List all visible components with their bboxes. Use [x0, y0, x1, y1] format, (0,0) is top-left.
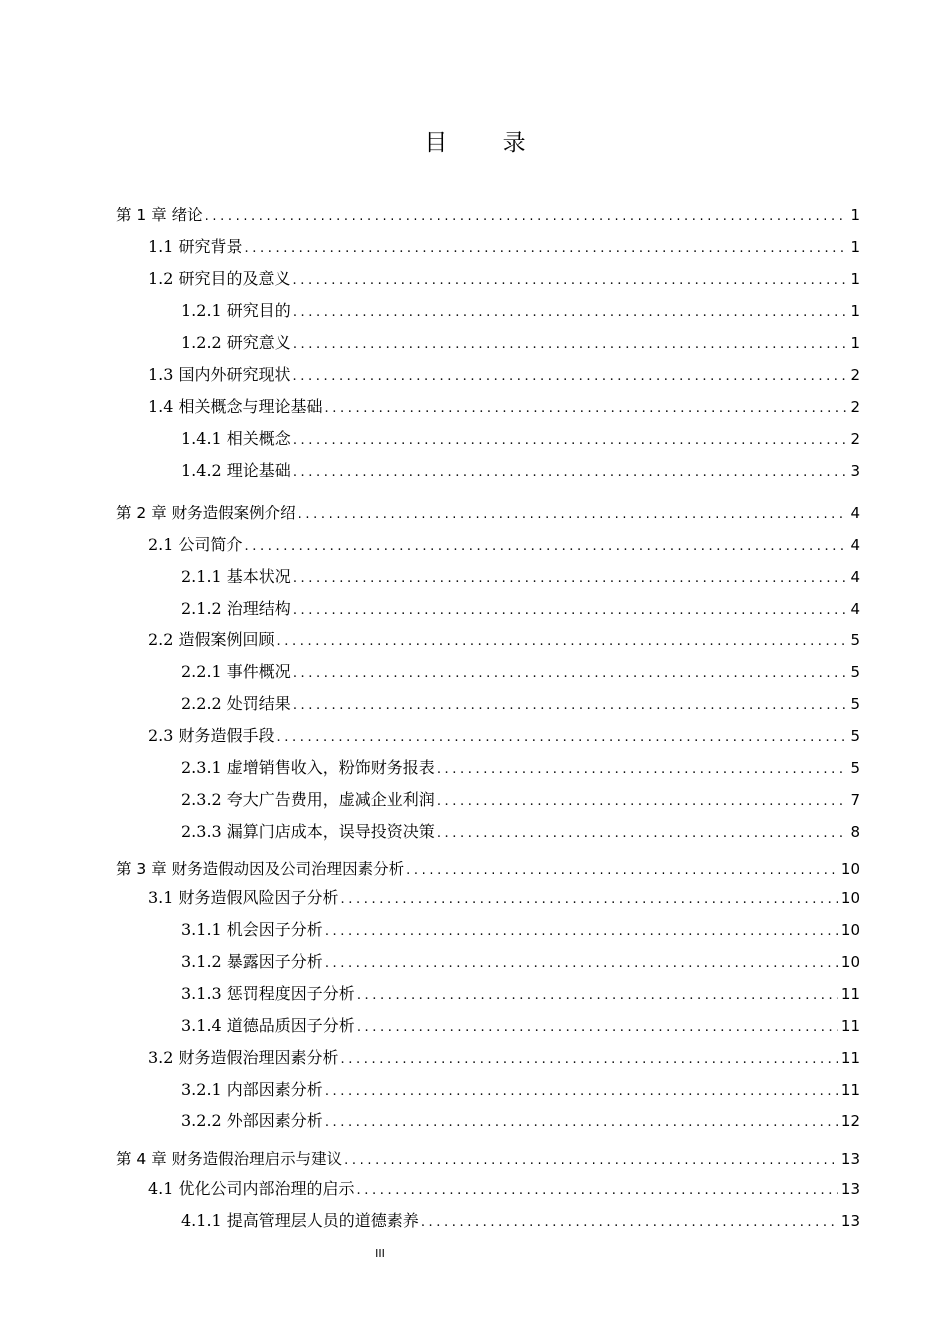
toc-entry-title: 3.1 财务造假风险因子分析: [148, 888, 339, 907]
toc-entry-title: 第 3 章 财务造假动因及公司治理因素分析: [116, 860, 405, 878]
toc-entry[interactable]: [116, 1147, 860, 1171]
toc-entry-title: 2.2.2 处罚结果: [181, 694, 291, 713]
toc-leader-dots: [293, 662, 848, 686]
toc-entry-title: 3.1.3 惩罚程度因子分析: [181, 984, 355, 1003]
toc-entry-page: 10: [840, 860, 860, 878]
toc-leader-dots: [277, 630, 848, 654]
toc-entry[interactable]: [181, 820, 860, 844]
toc-leader-dots: [293, 333, 848, 357]
toc-entry[interactable]: [181, 918, 860, 942]
toc-entry-title: 1.2.1 研究目的: [181, 301, 291, 320]
toc-leader-dots: [245, 535, 848, 559]
toc-entry[interactable]: [148, 628, 860, 652]
toc-leader-dots: [437, 790, 848, 814]
toc-entry-page: 13: [840, 1212, 860, 1230]
toc-leader-dots: [325, 1080, 838, 1104]
toc-entry-page: 11: [840, 1049, 860, 1067]
toc-leader-dots: [341, 888, 838, 912]
toc-leader-dots: [357, 1179, 838, 1203]
toc-entry[interactable]: [181, 1078, 860, 1102]
toc-entry[interactable]: [181, 982, 860, 1006]
toc-entry-page: 8: [850, 823, 860, 841]
toc-entry-page: 5: [850, 727, 860, 745]
toc-entry-page: 1: [850, 334, 860, 352]
toc-leader-dots: [421, 1211, 838, 1235]
toc-entry-title: 第 2 章 财务造假案例介绍: [116, 504, 296, 522]
toc-entry[interactable]: [181, 597, 860, 621]
toc-entry-title: 1.1 研究背景: [148, 237, 243, 256]
toc-entry[interactable]: [148, 235, 860, 259]
toc-entry-title: 1.2 研究目的及意义: [148, 269, 291, 288]
toc-entry-title: 1.4.1 相关概念: [181, 429, 291, 448]
toc-leader-dots: [277, 726, 848, 750]
toc-entry-title: 1.4 相关概念与理论基础: [148, 397, 323, 416]
toc-leader-dots: [293, 301, 848, 325]
toc-leader-dots: [293, 694, 848, 718]
toc-entry[interactable]: [181, 1109, 860, 1133]
toc-leader-dots: [293, 429, 848, 453]
toc-entry-page: 1: [850, 302, 860, 320]
toc-entry-title: 1.4.2 理论基础: [181, 461, 291, 480]
toc-entry-title: 4.1 优化公司内部治理的启示: [148, 1179, 355, 1198]
toc-entry-page: 10: [840, 889, 860, 907]
toc-leader-dots: [357, 1016, 838, 1040]
toc-entry[interactable]: [181, 459, 860, 483]
toc-leader-dots: [344, 1149, 838, 1173]
toc-entry-title: 3.2 财务造假治理因素分析: [148, 1048, 339, 1067]
page-number: III: [375, 1247, 385, 1260]
toc-entry-page: 11: [840, 985, 860, 1003]
toc-leader-dots: [293, 599, 848, 623]
toc-entry-title: 2.2.1 事件概况: [181, 662, 291, 681]
toc-leader-dots: [357, 984, 838, 1008]
toc-entry-page: 13: [840, 1180, 860, 1198]
toc-entry-page: 1: [850, 206, 860, 224]
toc-entry-page: 2: [850, 430, 860, 448]
toc-entry-title: 3.1.1 机会因子分析: [181, 920, 323, 939]
toc-entry-page: 11: [840, 1081, 860, 1099]
toc-entry[interactable]: [181, 756, 860, 780]
toc-leader-dots: [205, 205, 848, 229]
toc-entry-page: 5: [850, 663, 860, 681]
toc-entry[interactable]: [181, 692, 860, 716]
toc-leader-dots: [325, 1111, 838, 1135]
toc-entry[interactable]: [181, 427, 860, 451]
toc-entry-title: 2.1.1 基本状况: [181, 567, 291, 586]
toc-entry-page: 3: [850, 462, 860, 480]
toc-entry-page: 7: [850, 791, 860, 809]
toc-entry[interactable]: [148, 886, 860, 910]
toc-entry[interactable]: [148, 395, 860, 419]
toc-entry[interactable]: [148, 1046, 860, 1070]
toc-leader-dots: [325, 952, 838, 976]
toc-leader-dots: [341, 1048, 838, 1072]
toc-entry-title: 第 1 章 绪论: [116, 206, 203, 224]
toc-entry-page: 1: [850, 270, 860, 288]
toc-entry-title: 2.3.2 夸大广告费用，虚减企业利润: [181, 790, 435, 809]
toc-entry[interactable]: [148, 1177, 860, 1201]
toc-entry-page: 4: [850, 600, 860, 618]
toc-leader-dots: [437, 758, 848, 782]
toc-entry-page: 10: [840, 921, 860, 939]
toc-entry[interactable]: [148, 533, 860, 557]
toc-entry-title: 3.1.2 暴露因子分析: [181, 952, 323, 971]
toc-entry[interactable]: [181, 788, 860, 812]
toc-entry-title: 2.1 公司简介: [148, 535, 243, 554]
page-title: 目 录: [424, 130, 550, 156]
toc-entry-page: 11: [840, 1017, 860, 1035]
toc-entry[interactable]: [116, 203, 860, 227]
toc-entry-title: 3.2.1 内部因素分析: [181, 1080, 323, 1099]
toc-entry-title: 2.3 财务造假手段: [148, 726, 275, 745]
toc-leader-dots: [325, 920, 838, 944]
toc-entry-title: 2.1.2 治理结构: [181, 599, 291, 618]
toc-entry[interactable]: [148, 363, 860, 387]
toc-leader-dots: [293, 269, 848, 293]
toc-entry-page: 2: [850, 366, 860, 384]
toc-leader-dots: [293, 567, 848, 591]
toc-entry-title: 2.3.3 漏算门店成本，误导投资决策: [181, 822, 435, 841]
toc-entry-page: 4: [850, 504, 860, 522]
toc-entry[interactable]: [181, 331, 860, 355]
toc-entry-page: 13: [840, 1150, 860, 1168]
toc-entry-title: 1.2.2 研究意义: [181, 333, 291, 352]
toc-entry-page: 1: [850, 238, 860, 256]
toc-leader-dots: [298, 503, 848, 527]
toc-entry-page: 10: [840, 953, 860, 971]
toc-entry[interactable]: [148, 724, 860, 748]
toc-leader-dots: [293, 461, 848, 485]
toc-entry-title: 4.1.1 提高管理层人员的道德素养: [181, 1211, 419, 1230]
toc-entry[interactable]: [181, 1209, 860, 1233]
toc-leader-dots: [293, 365, 848, 389]
toc-entry-title: 3.1.4 道德品质因子分析: [181, 1016, 355, 1035]
toc-entry-page: 5: [850, 631, 860, 649]
toc-entry[interactable]: [181, 1014, 860, 1038]
toc-entry[interactable]: [181, 299, 860, 323]
toc-entry-page: 2: [850, 398, 860, 416]
toc-entry-page: 4: [850, 536, 860, 554]
toc-entry-title: 第 4 章 财务造假治理启示与建议: [116, 1150, 343, 1168]
toc-entry-title: 2.2 造假案例回顾: [148, 630, 275, 649]
toc-entry[interactable]: [181, 950, 860, 974]
toc-entry-page: 4: [850, 568, 860, 586]
toc-entry-title: 2.3.1 虚增销售收入，粉饰财务报表: [181, 758, 435, 777]
toc-entry-page: 12: [840, 1112, 860, 1130]
toc-entry-title: 1.3 国内外研究现状: [148, 365, 291, 384]
toc-entry[interactable]: [181, 565, 860, 589]
toc-entry-page: 5: [850, 759, 860, 777]
toc-leader-dots: [406, 859, 838, 883]
toc-leader-dots: [245, 237, 848, 261]
toc-entry-title: 3.2.2 外部因素分析: [181, 1111, 323, 1130]
toc-entry[interactable]: [116, 857, 860, 881]
toc-leader-dots: [437, 822, 848, 846]
toc-entry[interactable]: [181, 660, 860, 684]
toc-entry-page: 5: [850, 695, 860, 713]
toc-leader-dots: [325, 397, 848, 421]
toc-entry[interactable]: [116, 501, 860, 525]
toc-entry[interactable]: [148, 267, 860, 291]
